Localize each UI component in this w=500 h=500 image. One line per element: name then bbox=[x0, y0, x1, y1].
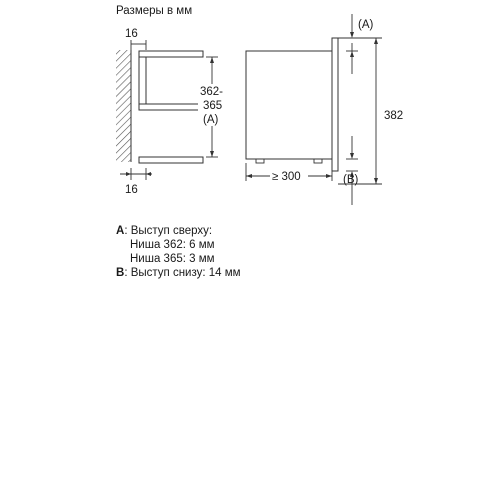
legend-b-row bbox=[116, 266, 241, 280]
dim-niche-height-b: 365 bbox=[203, 100, 223, 112]
dim-wall-top-label: 16 bbox=[125, 28, 138, 40]
dim-depth-label: ≥ 300 bbox=[272, 171, 301, 183]
niche-mid-board bbox=[139, 104, 203, 110]
legend-a-key: A bbox=[116, 225, 125, 237]
appliance-front-panel bbox=[332, 38, 338, 171]
legend-b-text: : Выступ снизу: 14 мм bbox=[124, 267, 241, 279]
appliance-foot-front bbox=[314, 159, 322, 163]
dim-niche-height-ref: (A) bbox=[203, 114, 219, 126]
wall-hatch bbox=[116, 50, 131, 162]
dim-niche-height-a: 362- bbox=[200, 86, 224, 98]
ref-a-top: (A) bbox=[358, 19, 374, 31]
appliance-side-view bbox=[246, 14, 408, 205]
legend-a-row bbox=[116, 224, 241, 238]
legend-a-text: : Выступ сверху: bbox=[124, 225, 213, 237]
ref-b-bottom: (B) bbox=[343, 174, 359, 186]
dim-total-height-label: 382 bbox=[384, 110, 404, 122]
niche-top-board bbox=[139, 51, 203, 57]
niche-bottom-board bbox=[139, 157, 203, 163]
dim-wall-bottom-label: 16 bbox=[125, 184, 138, 196]
legend-niche-365: Ниша 365: 3 мм bbox=[130, 253, 215, 265]
appliance-body bbox=[246, 51, 332, 159]
drawing-title: Размеры в мм bbox=[116, 5, 193, 17]
niche-side-view bbox=[116, 28, 228, 196]
legend bbox=[116, 224, 241, 280]
legend-niche-362: Ниша 362: 6 мм bbox=[130, 239, 215, 251]
legend-b-key: B bbox=[116, 267, 125, 279]
appliance-foot-rear bbox=[256, 159, 264, 163]
